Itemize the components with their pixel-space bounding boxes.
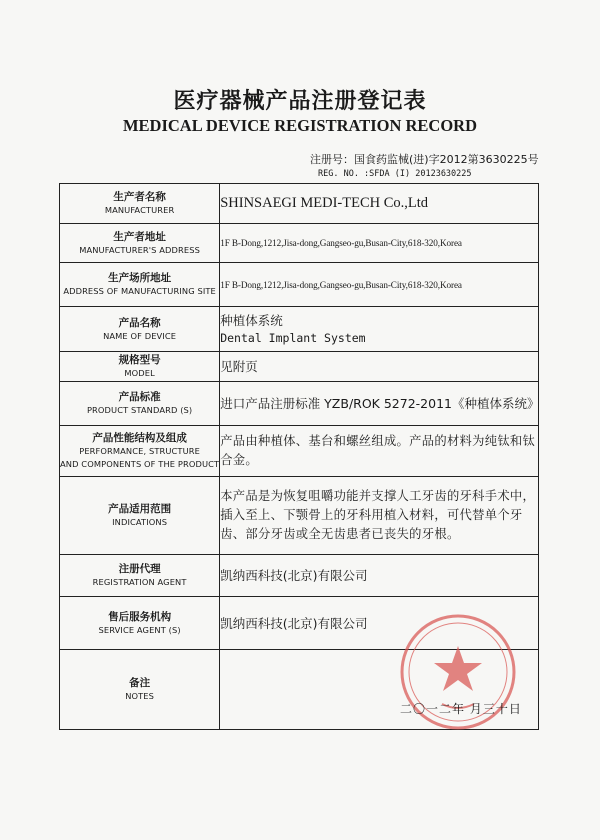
label-cn: 售后服务机构 [108, 610, 172, 623]
label-cell [60, 352, 220, 382]
value-cell [220, 352, 539, 382]
value-cell [220, 477, 539, 555]
label-cn: 生产者名称 [113, 191, 166, 203]
row-device-name [60, 307, 539, 352]
label-cn: 注册代理 [118, 563, 161, 575]
manufacturer-address-value: 1F B-Dong,1212,Jisa-dong,Gangseo-gu,Busan-City,618-320,Korea [220, 238, 462, 248]
row-performance-structure [60, 426, 539, 477]
label-cell [60, 382, 220, 426]
label-en: MODEL [124, 368, 155, 378]
row-indications [60, 477, 539, 555]
row-manufacturer-address [60, 224, 539, 263]
label-cell [60, 597, 220, 650]
label-en: PERFORMANCE, STRUCTURE [79, 446, 200, 456]
manufacturer-value: SHINSAEGI MEDI-TECH Co.,Ltd [220, 195, 429, 211]
label-en: ADDRESS OF MANUFACTURING SITE [63, 286, 216, 296]
value-cell [220, 184, 539, 224]
label-cell [60, 263, 220, 307]
label-cell [60, 307, 220, 352]
label-cn: 规格型号 [118, 354, 161, 366]
model-value: 见附页 [220, 359, 258, 374]
label-en: REGISTRATION AGENT [92, 577, 187, 587]
document-title-cn: 医疗器械产品注册登记表 [173, 89, 427, 114]
product-standard-value: 进口产品注册标准 YZB/ROK 5272-2011《种植体系统》 [220, 396, 540, 411]
label-cell [60, 650, 220, 730]
value-cell [220, 426, 539, 477]
label-cn: 产品性能结构及组成 [92, 432, 187, 444]
document-title-en: MEDICAL DEVICE REGISTRATION RECORD [122, 116, 478, 135]
label-en: PRODUCT STANDARD (S) [86, 405, 193, 415]
device-name-en: Dental Implant System [220, 331, 366, 345]
label-cell [60, 426, 220, 477]
registration-number-cn: 注册号：国食药监械(进)字2012第3630225号 [310, 153, 539, 166]
seal-star-icon [434, 646, 482, 691]
value-cell [220, 224, 539, 263]
row-model [60, 352, 539, 382]
label-en: INDICATIONS [112, 517, 168, 527]
label-cell [60, 184, 220, 224]
row-manufacturer [60, 184, 539, 224]
performance-structure-value: 产品由种植体、基台和螺丝组成。产品的材料为纯钛和钛合金。 [220, 434, 536, 467]
label-cell [60, 477, 220, 555]
indications-value: 本产品是为恢复咀嚼功能并支撑人工牙齿的牙科手术中，插入至上、下颚骨上的牙科用植入材料，可代替单个牙齿、部分牙齿或全无齿患者已丧失的牙根。 [220, 489, 536, 541]
label-cn: 备注 [129, 677, 151, 689]
row-registration-agent [60, 555, 539, 597]
issue-date: 二〇一二年 月三十日 [400, 702, 522, 716]
value-cell [220, 382, 539, 426]
value-cell [220, 263, 539, 307]
label-cell [60, 224, 220, 263]
registration-agent-value: 凯纳西科技(北京)有限公司 [220, 568, 368, 583]
label-cn: 产品标准 [118, 391, 161, 403]
value-cell [220, 555, 539, 597]
label-cell [60, 555, 220, 597]
label-cn: 产品名称 [118, 316, 161, 329]
value-cell [220, 307, 539, 352]
label-cn: 产品适用范围 [108, 503, 172, 515]
label-en: NOTES [125, 691, 155, 701]
service-agent-value: 凯纳西科技(北京)有限公司 [220, 615, 368, 631]
label-en: MANUFACTURER'S ADDRESS [79, 244, 200, 255]
label-cn: 生产场所地址 [108, 272, 172, 284]
label-en: MANUFACTURER [104, 205, 175, 215]
row-product-standard [60, 382, 539, 426]
site-address-value: 1F B-Dong,1212,Jisa-dong,Gangseo-gu,Busan-City,618-320,Korea [220, 279, 462, 290]
row-site-address [60, 263, 539, 307]
device-name-cn: 种植体系统 [220, 313, 283, 328]
label-en: AND COMPONENTS OF THE PRODUCT [60, 459, 220, 469]
label-en: SERVICE AGENT (S) [98, 624, 181, 635]
label-cn: 生产者地址 [113, 230, 166, 243]
registration-number-en: REG. NO. :SFDA (I) 20123630225 [318, 169, 472, 179]
label-en: NAME OF DEVICE [103, 330, 177, 341]
